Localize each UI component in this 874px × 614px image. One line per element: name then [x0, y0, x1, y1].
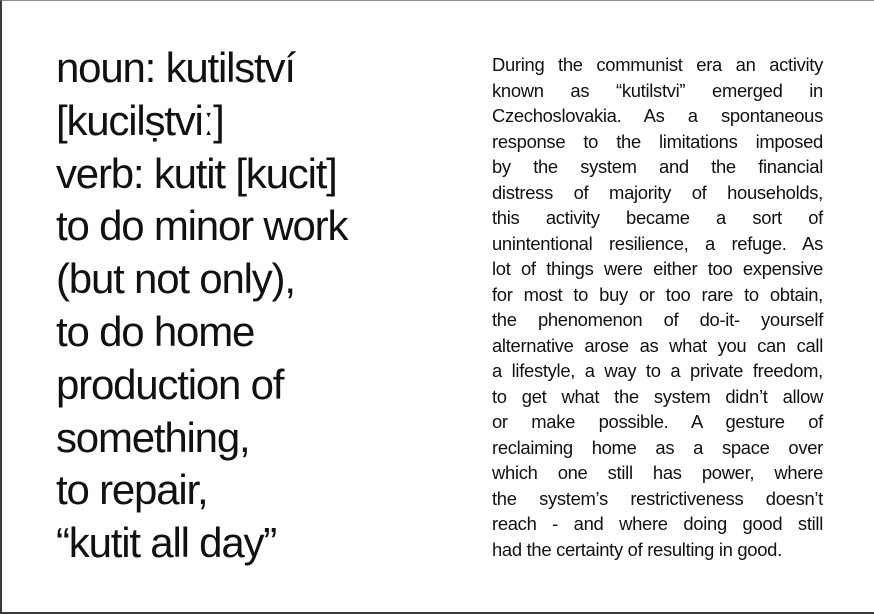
paragraph-line: to get what the system didn’t allow	[492, 385, 823, 407]
definition-line: to do home	[56, 307, 255, 355]
definition-line: noun: kutilství	[56, 44, 295, 91]
definition-line: verb: kutit [kucit]	[56, 149, 337, 197]
paragraph-line: unintentional resilience, a refuge. As	[492, 232, 823, 254]
description-paragraph	[492, 52, 823, 562]
paragraph-line: reclaiming home as a space over	[492, 436, 823, 458]
paragraph-line: which one still has power, where	[492, 462, 823, 483]
definition-line: to repair,	[56, 466, 208, 514]
paragraph-line: known as “kutilstvi” emerged in	[492, 79, 823, 101]
paragraph-line: had the certainty of resulting in good.	[492, 538, 782, 560]
paragraph-line: response to the limitations imposed	[492, 130, 823, 152]
paragraph-line: alternative arose as what you can call	[492, 334, 823, 356]
paragraph-line: the system’s restrictiveness doesn’t	[492, 487, 823, 509]
paragraph-line: this activity became a sort of	[492, 207, 823, 228]
paragraph-line: Czechoslovakia. As a spontaneous	[492, 105, 823, 126]
definition-line: production of	[56, 360, 284, 408]
definition-block	[56, 42, 456, 570]
paragraph-line: by the system and the financial	[492, 156, 823, 177]
definition-line: “kutit all day”	[56, 519, 277, 567]
paragraph-line: the phenomenon of do-it- yourself	[492, 309, 823, 330]
definition-line: to do minor work	[56, 202, 348, 250]
definition-line: [kucilṣtviː]	[56, 96, 224, 144]
paragraph-line: distress of majority of households,	[492, 181, 823, 203]
paragraph-line: for most to buy or too rare to obtain,	[492, 283, 823, 305]
definition-line: something,	[56, 413, 250, 461]
definition-line: (but not only),	[56, 255, 295, 303]
paragraph-line: a lifestyle, a way to a private freedom,	[492, 360, 823, 381]
paragraph-line: lot of things were either too expensive	[492, 258, 823, 279]
paragraph-line: or make possible. A gesture of	[492, 411, 823, 432]
paragraph-line: reach - and where doing good still	[492, 513, 823, 534]
paragraph-line: During the communist era an activity	[492, 54, 823, 75]
